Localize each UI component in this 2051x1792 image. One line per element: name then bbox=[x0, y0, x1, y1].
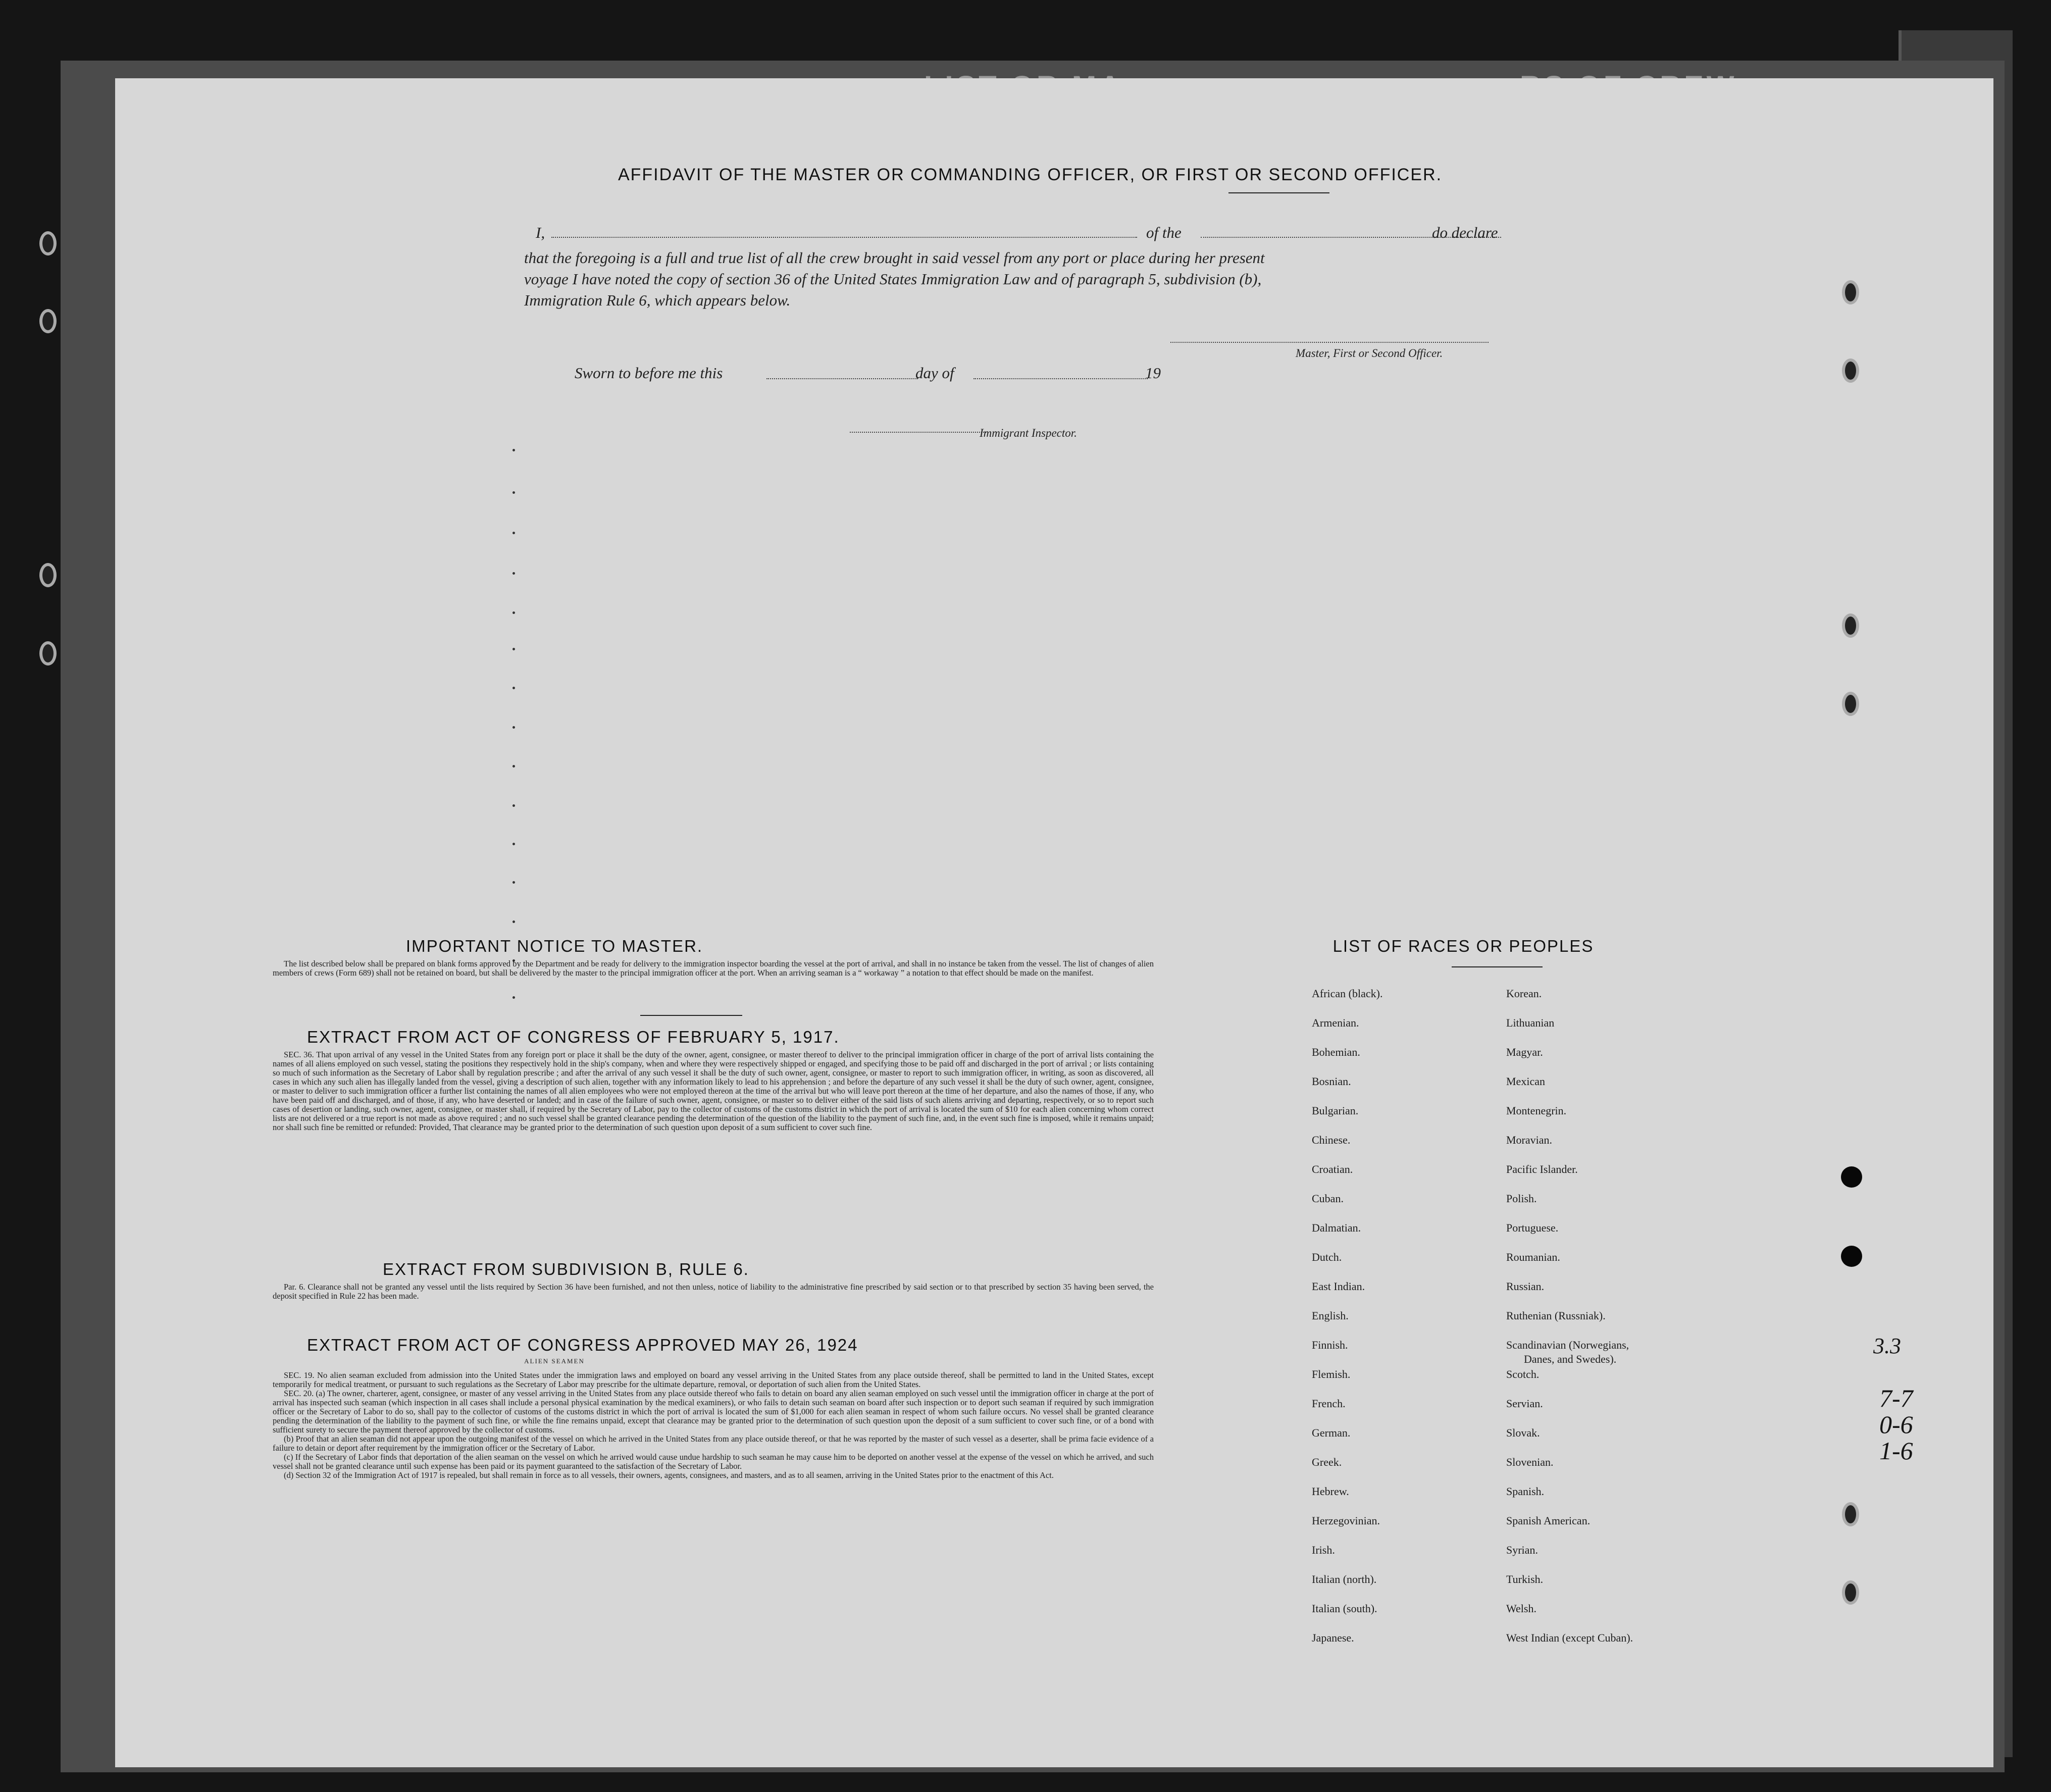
punch-hole bbox=[1842, 359, 1859, 383]
mark bbox=[512, 804, 515, 807]
race-item: Slovak. bbox=[1506, 1426, 1540, 1439]
extract-rule6-text bbox=[273, 1283, 1154, 1301]
race-item: Mexican bbox=[1506, 1075, 1545, 1088]
race-item: Slovenian. bbox=[1506, 1456, 1554, 1468]
ink-dot bbox=[1841, 1246, 1862, 1267]
year-prefix: 19 bbox=[1145, 364, 1161, 382]
sworn-label: Sworn to before me this bbox=[575, 364, 723, 382]
affidavit-of-the: of the bbox=[1146, 224, 1182, 241]
races-title: LIST OF RACES OR PEOPLES bbox=[1332, 937, 1594, 955]
extract-1917-title: EXTRACT FROM ACT OF CONGRESS OF FEBRUARY 5, 1917. bbox=[307, 1028, 840, 1046]
race-item: Polish. bbox=[1506, 1192, 1537, 1205]
signature-line bbox=[1170, 342, 1489, 343]
mark bbox=[512, 687, 515, 689]
affidavit-i: I, bbox=[536, 224, 545, 241]
notice-paragraph: The list described below shall be prepared on blank forms approved by the Department and be ready for delivery to the immigration inspector boarding the vessel at the port of arrival, and shall in no instance be taken from the vessel. The list of changes of alien members of crews (Form 689) shall not be retained on board, but shall be delivered by the master to the principal immigration officer at the port. When an arriving seaman is a “ workaway ” a notation to that effect should be made on the manifest. bbox=[273, 959, 1154, 978]
race-item: Dalmatian. bbox=[1312, 1221, 1361, 1234]
affidavit-line3: voyage I have noted the copy of section 36 of the United States Immigration Law and of paragraph 5, subdivision (b), bbox=[524, 270, 1262, 288]
race-item: Russian. bbox=[1506, 1280, 1545, 1293]
margin-note: 1-6 bbox=[1879, 1437, 1913, 1465]
binder-hole bbox=[39, 309, 57, 333]
signature-label: Master, First or Second Officer. bbox=[1296, 347, 1443, 360]
punch-hole bbox=[1842, 692, 1859, 716]
race-item: Herzegovinian. bbox=[1312, 1514, 1380, 1527]
race-item: French. bbox=[1312, 1397, 1346, 1410]
race-item: Servian. bbox=[1506, 1397, 1543, 1410]
race-item: English. bbox=[1312, 1309, 1349, 1322]
race-item: Croatian. bbox=[1312, 1163, 1353, 1175]
notice-divider bbox=[640, 1015, 742, 1016]
mark bbox=[512, 648, 515, 650]
notice-text bbox=[273, 959, 1154, 978]
punch-hole bbox=[1842, 613, 1859, 638]
sec20c-paragraph: (c) If the Secretary of Labor finds that deportation of the alien seaman on the vessel on which he arrived would cause undue hardship to such seaman he may cause him to be deported on another vessel at the expense of the vessel on which he arrived, and such vessel shall not be granted clearance until such expense has been paid or its payment guaranteed to the satisfaction of the Secretary of Labor. bbox=[273, 1452, 1154, 1471]
mark bbox=[512, 881, 515, 884]
ink-dot bbox=[1841, 1166, 1862, 1188]
race-item: Spanish. bbox=[1506, 1485, 1545, 1498]
inspector-label: Immigrant Inspector. bbox=[980, 427, 1077, 439]
race-item: Korean. bbox=[1506, 987, 1542, 1000]
sec36-paragraph: SEC. 36. That upon arrival of any vessel in the United States from any foreign port or place it shall be the duty of the owner, agent, consignee, or master thereof to deliver to the principal immigration officer in charge of the port of arrival lists containing the names of all aliens employed on such vessel, stating the positions they respectively hold in the ship's company, when and where they were respectively shipped or engaged, and specifying those to be paid off and discharged in the port of arrival ; or lists containing so much of such information as the Secretary of Labor shall by regulation prescribe ; and after the arrival of any such vessel it shall be the duty of such owner, agent, consignee, or master to report to such immigration officer, in writing, as soon as discovered, all cases in which any such alien has illegally landed from the vessel, giving a description of such alien, together with any information likely to lead to his apprehension ; and before the departure of any such vessel it shall be the duty of such owner, agent, consignee, or master to deliver to such immigration officer a further list containing the names of all alien employees who were not employed thereon at the time of the arrival but who will leave port thereon at the time of her departure, and also the names of those, if any, who have been paid off and discharged, and of those, if any, who have deserted or landed; and in case of the failure of such owner, agent, consignee, or master so to deliver either of the said lists of such aliens arriving and departing, respectively, or so to report such cases of desertion or landing, such owner, agent, consignee, or master shall, if required by the Secretary of Labor, pay to the collector of customs of the customs district in which the port of arrival is located the sum of $10 for each alien concerning whom correct lists are not delivered or a true report is not made as above required ; and no such vessel shall be granted clearance pending the determination of the question of the liability to the payment of such fine, and, in the event such fine is imposed, while it remains unpaid; nor shall such fine be remitted or refunded: Provided, That clearance may be granted prior to the determination of such question upon deposit of a sum sufficient to cover such fine. bbox=[273, 1050, 1154, 1132]
race-item: Hebrew. bbox=[1312, 1485, 1349, 1498]
race-item: Armenian. bbox=[1312, 1016, 1359, 1029]
race-item: Italian (north). bbox=[1312, 1573, 1377, 1585]
race-item: East Indian. bbox=[1312, 1280, 1365, 1293]
month-line bbox=[973, 378, 1148, 379]
affidavit-title: AFFIDAVIT OF THE MASTER OR COMMANDING OFFICER, OR FIRST OR SECOND OFFICER. bbox=[618, 165, 1443, 184]
binder-hole bbox=[39, 563, 57, 587]
race-item: Portuguese. bbox=[1506, 1221, 1559, 1234]
extract-rule6-title: EXTRACT FROM SUBDIVISION B, RULE 6. bbox=[383, 1260, 749, 1278]
race-item: Italian (south). bbox=[1312, 1602, 1377, 1615]
race-item: Bosnian. bbox=[1312, 1075, 1351, 1088]
affidavit-line4: Immigration Rule 6, which appears below. bbox=[524, 291, 791, 309]
race-item: Bulgarian. bbox=[1312, 1104, 1359, 1117]
mark bbox=[512, 491, 515, 494]
races-divider bbox=[1452, 966, 1543, 967]
race-item: Magyar. bbox=[1506, 1046, 1543, 1058]
race-item: Syrian. bbox=[1506, 1544, 1538, 1556]
race-item: Scotch. bbox=[1506, 1368, 1540, 1380]
race-item: Lithuanian bbox=[1506, 1016, 1555, 1029]
race-item: Moravian. bbox=[1506, 1134, 1553, 1146]
mark bbox=[512, 765, 515, 767]
mark bbox=[512, 611, 515, 614]
race-item: Danes, and Swedes). bbox=[1524, 1353, 1617, 1365]
mark bbox=[512, 843, 515, 845]
title-underline bbox=[1228, 192, 1329, 193]
race-item: Japanese. bbox=[1312, 1631, 1354, 1644]
binder-hole bbox=[39, 231, 57, 255]
margin-note: 0-6 bbox=[1879, 1410, 1913, 1439]
affidavit-do-declare: do declare bbox=[1432, 224, 1498, 241]
extract-1924-title: EXTRACT FROM ACT OF CONGRESS APPROVED MAY 26, 1924 bbox=[307, 1336, 858, 1354]
rule6-paragraph: Par. 6. Clearance shall not be granted any vessel until the lists required by Section 36 have been furnished, and not then unless, notice of liability to the administrative fine prescribed by said section or to that prescribed by section 35 having been served, the deposit specified in Rule 22 has been made. bbox=[273, 1282, 1154, 1301]
race-item: Spanish American. bbox=[1506, 1514, 1591, 1527]
notice-title: IMPORTANT NOTICE TO MASTER. bbox=[405, 937, 703, 955]
punch-hole bbox=[1842, 280, 1859, 304]
race-item: German. bbox=[1312, 1426, 1351, 1439]
alien-seamen-subtitle: ALIEN SEAMEN bbox=[524, 1357, 585, 1365]
mark bbox=[512, 532, 515, 534]
day-of-label: day of bbox=[915, 364, 954, 382]
race-item: Roumanian. bbox=[1506, 1251, 1560, 1263]
race-item: Finnish. bbox=[1312, 1339, 1348, 1351]
extract-1917-text bbox=[273, 1050, 1154, 1132]
mark bbox=[512, 726, 515, 729]
sec20a-paragraph: SEC. 20. (a) The owner, charterer, agent, consignee, or master of any vessel arriving in the United States from any place outside thereof who fails to detain on board any alien seaman employed on such vessel until the immigration officer in charge at the port of arrival has inspected such seaman (which inspection in all cases shall include a personal physical examination by the medical examiners), or who fails to detain such seaman on board after such inspection or to deport such seaman if required by such immigration officer or the Secretary of Labor to do so, shall pay to the collector of customs of the customs district in which the port of arrival is located the sum of $1,000 for each alien seaman in respect of whom such failure occurs. No vessel shall be granted clearance pending the determination of the liability to the payment of such fine, or while the fine remains unpaid, except that clearance may be granted prior to the determination of such question upon the deposit of a sum sufficient to cover such fine, or of a bond with sufficient surety to secure the payment thereof approved by the collector of customs. bbox=[273, 1389, 1154, 1435]
sec19-paragraph: SEC. 19. No alien seaman excluded from admission into the United States under the immigration laws and employed on board any vessel arriving in the United States from any place outside thereof, shall be permitted to land in the United States, except temporarily for medical treatment, or pursuant to such regulations as the Secretary of Labor may prescribe for the ultimate departure, removal, or deportation of such alien from the United States. bbox=[273, 1370, 1154, 1389]
sworn-day-line bbox=[766, 378, 918, 379]
inspector-line bbox=[850, 432, 986, 433]
mark bbox=[512, 996, 515, 999]
race-item: Chinese. bbox=[1312, 1134, 1351, 1146]
race-item: Turkish. bbox=[1506, 1573, 1544, 1585]
race-item: West Indian (except Cuban). bbox=[1506, 1631, 1633, 1644]
race-item: Irish. bbox=[1312, 1544, 1335, 1556]
mark bbox=[512, 920, 515, 923]
race-item: Ruthenian (Russniak). bbox=[1506, 1309, 1606, 1322]
binder-hole bbox=[39, 641, 57, 665]
name-fill-line bbox=[551, 237, 1137, 238]
race-item: Greek. bbox=[1312, 1456, 1342, 1468]
margin-note: 7-7 bbox=[1879, 1384, 1913, 1412]
race-item: Flemish. bbox=[1312, 1368, 1351, 1380]
race-item: Montenegrin. bbox=[1506, 1104, 1567, 1117]
punch-hole bbox=[1842, 1580, 1859, 1605]
punch-hole bbox=[1842, 1502, 1859, 1526]
race-item: African (black). bbox=[1312, 987, 1383, 1000]
mark bbox=[512, 449, 515, 451]
race-item: Dutch. bbox=[1312, 1251, 1342, 1263]
race-item: Pacific Islander. bbox=[1506, 1163, 1578, 1175]
affidavit-line2: that the foregoing is a full and true list of all the crew brought in said vessel from any port or place during her present bbox=[524, 249, 1265, 267]
race-item: Scandinavian (Norwegians, bbox=[1506, 1339, 1629, 1351]
race-item: Welsh. bbox=[1506, 1602, 1536, 1615]
extract-1924-text bbox=[273, 1371, 1154, 1480]
sec20d-paragraph: (d) Section 32 of the Immigration Act of 1917 is repealed, but shall remain in force as to all vessels, their owners, agents, consignees, and masters, and as to all seamen, arriving in the United States prior to the enactment of this Act. bbox=[284, 1470, 1054, 1480]
affidavit-page bbox=[115, 78, 1993, 1767]
sec20b-paragraph: (b) Proof that an alien seaman did not appear upon the outgoing manifest of the vessel on which he arrived in the United States from any place outside thereof, or that he was reported by the master of such vessel as a deserter, shall be prima facie evidence of a failure to detain or deport after requirement by the immigration officer or the Secretary of Labor. bbox=[273, 1434, 1154, 1453]
race-item: Cuban. bbox=[1312, 1192, 1344, 1205]
margin-note: 3.3 bbox=[1873, 1334, 1901, 1358]
mark bbox=[512, 572, 515, 575]
race-item: Bohemian. bbox=[1312, 1046, 1360, 1058]
